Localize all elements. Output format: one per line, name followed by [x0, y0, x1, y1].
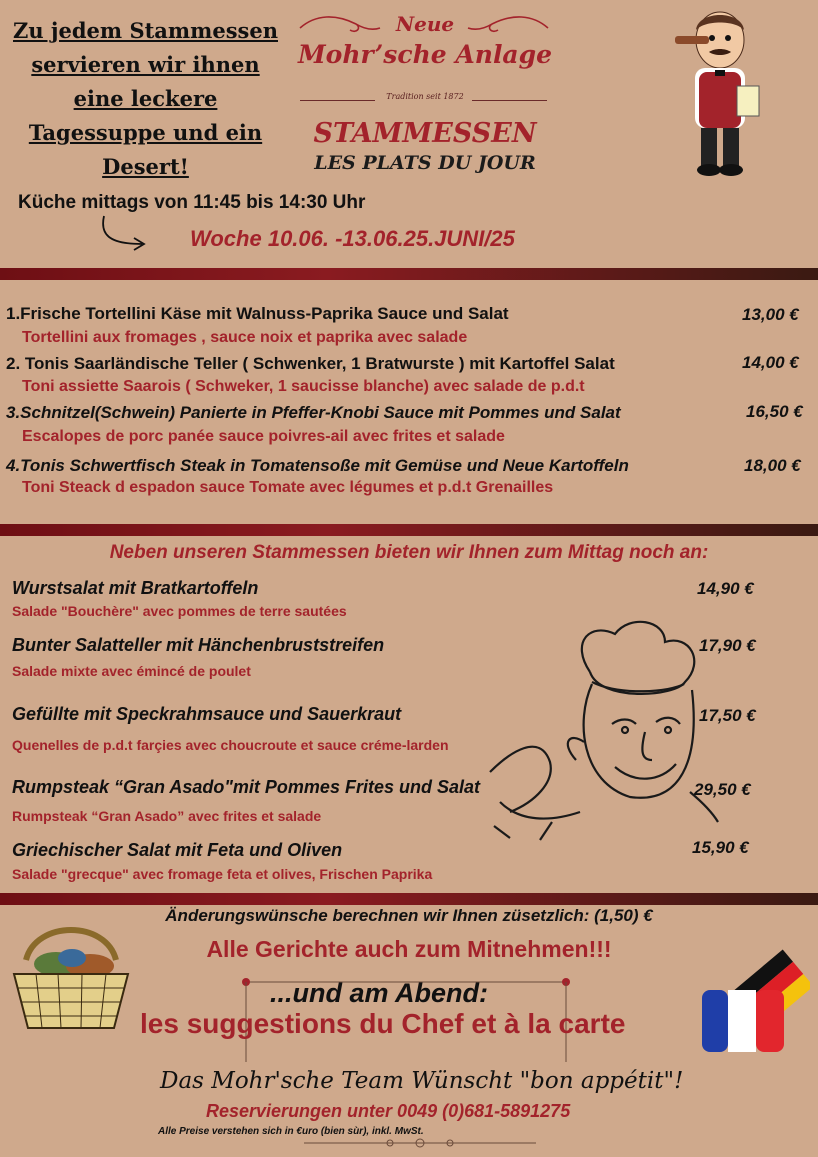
extra-dish-price: 29,50 €	[694, 780, 751, 799]
logo-name: Mohr’sche Anlage	[297, 40, 553, 69]
extra-heading: Neben unseren Stammessen bieten wir Ihnen zum Mittag noch an:	[109, 542, 709, 563]
dish-french: Toni assiette Saarois ( Schweker, 1 saucisse blanche) avec salade de p.d.t	[22, 378, 585, 395]
dish-name: 2. Tonis Saarländische Teller ( Schwenker, 1 Bratwurste ) mit Kartoffel Salat	[6, 354, 615, 373]
dish-french: Escalopes de porc panée sauce poivres-ail avec frites et salade	[22, 428, 505, 445]
dish-price: 13,00 €	[742, 305, 799, 324]
arrow-icon	[98, 214, 150, 254]
dish-french: Tortellini aux fromages , sauce noix et paprika avec salade	[22, 329, 468, 346]
divider-bar	[0, 524, 818, 536]
intro-text: Zu jedem Stammessen servieren wir ihnen eine leckere Tagessuppe und ein Desert!	[13, 18, 278, 179]
extra-dish-french: Quenelles de p.d.t farçies avec choucroute et sauce créme-larden	[12, 737, 449, 753]
week-range: Woche 10.06. -13.06.25.JUNI/25	[190, 226, 515, 251]
prices-note: Alle Preise verstehen sich in €uro (bien sùr), inkl. MwSt.	[158, 1126, 424, 1137]
extra-dish-price: 14,90 €	[697, 579, 754, 598]
chef-illustration	[480, 612, 720, 862]
dish-name: 3.Schnitzel(Schwein) Panierte in Pfeffer-Knobi Sauce mit Pommes und Salat	[6, 403, 621, 422]
germany-france-flag-icon	[698, 938, 810, 1058]
extra-dish-name: Wurstsalat mit Bratkartoffeln	[12, 578, 259, 598]
bottom-ornament-icon	[300, 1136, 540, 1150]
extra-dish-french: Rumpsteak “Gran Asado” avec frites et salade	[12, 808, 322, 824]
extra-dish-price: 17,50 €	[699, 706, 756, 725]
extra-dish-french: Salade mixte avec émincé de poulet	[12, 663, 251, 679]
extra-dish-name: Griechischer Salat mit Feta und Oliven	[12, 840, 343, 860]
extra-dish-price: 15,90 €	[692, 838, 749, 857]
team-greeting: Das Mohr'sche Team Wünscht "bon appétit"!	[160, 1068, 684, 1094]
evening-suggestions: les suggestions du Chef et à la carte	[140, 1008, 626, 1039]
page-title: STAMMESSEN	[313, 118, 537, 149]
evening-heading: ...und am Abend:	[270, 978, 488, 1008]
waiter-illustration	[665, 2, 775, 180]
dish-french: Toni Steack d espadon sauce Tomate avec légumes et p.d.t Grenailles	[22, 479, 554, 496]
extra-dish-name: Bunter Salatteller mit Hänchenbruststreifen	[12, 635, 385, 655]
extra-dish-name: Rumpsteak “Gran Asado"mit Pommes Frites und Salat	[12, 777, 480, 797]
page-subtitle: LES PLATS DU JOUR	[314, 152, 536, 174]
dish-price: 14,00 €	[742, 353, 799, 372]
divider-bar	[0, 893, 818, 905]
logo-divider-right	[472, 100, 547, 101]
reservation-phone: Reservierungen unter 0049 (0)681-5891275	[206, 1101, 571, 1121]
extra-dish-french: Salade "grecque" avec fromage feta et olives, Frischen Paprika	[12, 866, 433, 882]
changes-note: Änderungswünsche berechnen wir Ihnen züsetzlich: (1,50) €	[165, 906, 653, 925]
extra-dish-name: Gefüllte mit Speckrahmsauce und Sauerkraut	[12, 704, 402, 724]
dish-name: 1.Frische Tortellini Käse mit Walnuss-Paprika Sauce und Salat	[6, 304, 509, 323]
dish-price: 18,00 €	[744, 456, 801, 475]
takeaway-note: Alle Gerichte auch zum Mitnehmen!!!	[206, 936, 612, 962]
logo-tagline: Tradition seit 1872	[386, 92, 464, 101]
dish-name: 4.Tonis Schwertfisch Steak in Tomatensoße mit Gemüse und Neue Kartoffeln	[6, 456, 629, 475]
extra-dish-french: Salade "Bouchère" avec pommes de terre sautées	[12, 603, 347, 619]
dish-price: 16,50 €	[746, 402, 803, 421]
divider-bar	[0, 268, 818, 280]
basket-illustration	[6, 920, 136, 1032]
logo-neue: Neue	[395, 12, 455, 36]
extra-dish-price: 17,90 €	[699, 636, 756, 655]
kitchen-hours: Küche mittags von 11:45 bis 14:30 Uhr	[18, 192, 366, 213]
